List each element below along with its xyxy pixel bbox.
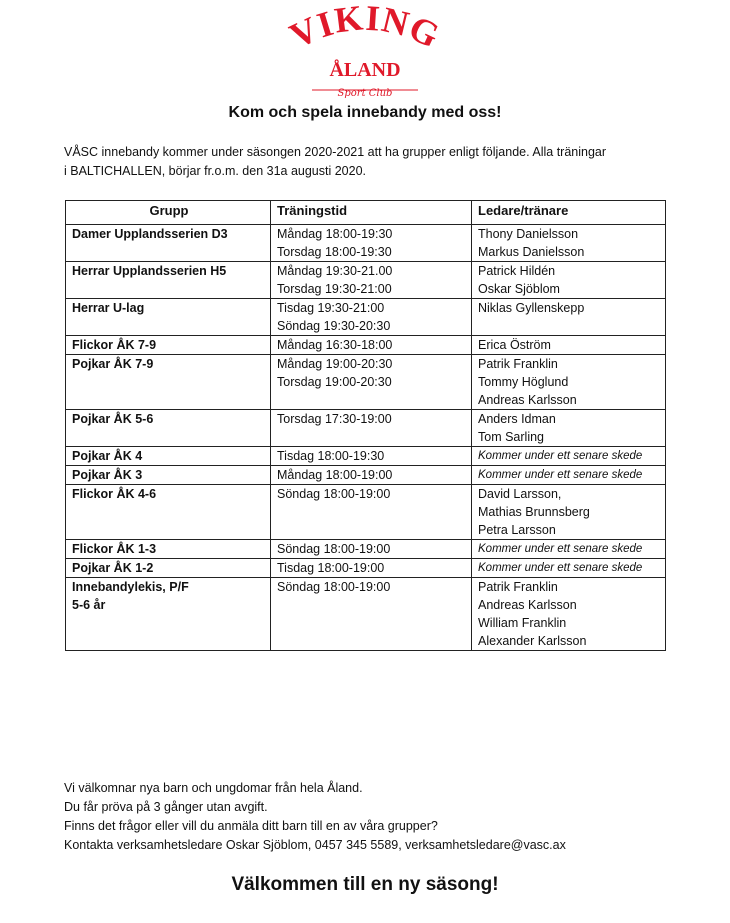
leaders-cell	[472, 559, 666, 578]
group-cell	[66, 540, 271, 559]
group-line: Damer Upplandsserien D3	[72, 227, 228, 241]
leaders-line: Kommer under ett senare skede	[478, 562, 643, 574]
logo-word-aland: ÅLAND	[329, 59, 401, 81]
schedule-row	[66, 485, 666, 540]
group-cell	[66, 262, 271, 299]
time-line: Tisdag 18:00-19:00	[277, 561, 385, 575]
group-line: Pojkar ÅK 7-9	[72, 357, 154, 371]
group-cell	[66, 410, 271, 447]
group-cell	[66, 336, 271, 355]
time-line: Torsdag 19:30-21:00	[277, 282, 392, 296]
leaders-line: Andreas Karlsson	[478, 598, 577, 612]
leaders-line: Tommy Höglund	[478, 375, 569, 389]
page-headline: Kom och spela innebandy med oss!	[228, 104, 502, 121]
group-line: Flickor ÅK 4-6	[72, 487, 157, 501]
schedule-row	[66, 559, 666, 578]
group-cell	[66, 485, 271, 540]
schedule-row	[66, 355, 666, 410]
schedule-row	[66, 466, 666, 485]
group-line: Flickor ÅK 1-3	[72, 542, 157, 556]
time-line: Måndag 16:30-18:00	[277, 338, 393, 352]
viking-aland-logo-graphic	[270, 4, 460, 100]
schedule-row	[66, 447, 666, 466]
time-line: Torsdag 18:00-19:30	[277, 245, 392, 259]
group-cell	[66, 299, 271, 336]
leaders-line: Mathias Brunnsberg	[478, 505, 590, 519]
leaders-line: David Larsson,	[478, 487, 562, 501]
time-cell	[271, 355, 472, 410]
time-line: Söndag 18:00-19:00	[277, 580, 391, 594]
time-line: Söndag 18:00-19:00	[277, 487, 391, 501]
footer-line: Kontakta verksamhetsledare Oskar Sjöblom, 0457 345 5589, verksamhetsledare@vasc.ax	[64, 838, 566, 852]
leaders-line: Tom Sarling	[478, 430, 544, 444]
column-header-leaders: Ledare/tränare	[472, 201, 666, 225]
schedule-row	[66, 225, 666, 262]
schedule-row	[66, 410, 666, 447]
leaders-line: Patrik Franklin	[478, 580, 558, 594]
leaders-cell	[472, 355, 666, 410]
group-line: 5-6 år	[72, 598, 106, 612]
footer-line: Finns det frågor eller vill du anmäla ditt barn till en av våra grupper?	[64, 819, 438, 833]
leaders-cell	[472, 299, 666, 336]
group-line: Herrar Upplandsserien H5	[72, 264, 227, 278]
schedule-row	[66, 299, 666, 336]
schedule-row	[66, 578, 666, 651]
time-line: Söndag 19:30-20:30	[277, 319, 391, 333]
schedule-row	[66, 336, 666, 355]
time-cell	[271, 485, 472, 540]
club-logo	[270, 4, 460, 100]
group-cell	[66, 466, 271, 485]
group-cell	[66, 578, 271, 651]
time-line: Tisdag 18:00-19:30	[277, 449, 385, 463]
leaders-line: Erica Öström	[478, 338, 551, 352]
leaders-line: William Franklin	[478, 616, 567, 630]
group-cell	[66, 225, 271, 262]
schedule-table	[65, 200, 666, 651]
intro-paragraph	[64, 143, 694, 181]
time-cell	[271, 578, 472, 651]
intro-line: VÅSC innebandy kommer under säsongen 2020-2021 att ha grupper enligt följande. Alla träningar	[64, 145, 607, 159]
time-cell	[271, 559, 472, 578]
time-cell	[271, 447, 472, 466]
footer-line: Vi välkomnar nya barn och ungdomar från hela Åland.	[64, 781, 363, 795]
leaders-line: Oskar Sjöblom	[478, 282, 560, 296]
leaders-line: Petra Larsson	[478, 523, 556, 537]
group-cell	[66, 355, 271, 410]
closing-headline: Välkommen till en ny säsong!	[231, 874, 499, 895]
time-line: Torsdag 19:00-20:30	[277, 375, 392, 389]
time-cell	[271, 299, 472, 336]
time-line: Måndag 19:30-21.00	[277, 264, 393, 278]
leaders-line: Kommer under ett senare skede	[478, 450, 643, 462]
group-cell	[66, 447, 271, 466]
column-header-group: Grupp	[66, 201, 271, 225]
time-cell	[271, 540, 472, 559]
time-line: Måndag 19:00-20:30	[277, 357, 393, 371]
leaders-line: Niklas Gyllenskepp	[478, 301, 585, 315]
group-line: Herrar U-lag	[72, 301, 145, 315]
schedule-row	[66, 262, 666, 299]
time-line: Måndag 18:00-19:00	[277, 468, 393, 482]
leaders-cell	[472, 410, 666, 447]
column-header-time: Träningstid	[271, 201, 472, 225]
leaders-line: Markus Danielsson	[478, 245, 585, 259]
time-line: Torsdag 17:30-19:00	[277, 412, 392, 426]
intro-line: i BALTICHALLEN, börjar fr.o.m. den 31a augusti 2020.	[64, 164, 367, 178]
leaders-cell	[472, 540, 666, 559]
logo-word-sport-club: Sport Club	[337, 88, 393, 99]
leaders-line: Thony Danielsson	[478, 227, 579, 241]
schedule-header-row	[66, 201, 666, 225]
group-cell	[66, 559, 271, 578]
leaders-line: Kommer under ett senare skede	[478, 469, 643, 481]
group-line: Pojkar ÅK 4	[72, 449, 143, 463]
logo-word-viking-path: VIKING	[283, 4, 447, 57]
schedule-body	[66, 225, 666, 651]
time-cell	[271, 466, 472, 485]
leaders-cell	[472, 336, 666, 355]
group-line: Innebandylekis, P/F	[72, 580, 189, 594]
group-line: Pojkar ÅK 3	[72, 468, 143, 482]
time-line: Tisdag 19:30-21:00	[277, 301, 385, 315]
group-line: Pojkar ÅK 1-2	[72, 561, 154, 575]
time-line: Måndag 18:00-19:30	[277, 227, 393, 241]
time-line: Söndag 18:00-19:00	[277, 542, 391, 556]
leaders-cell	[472, 447, 666, 466]
leaders-line: Patrick Hildén	[478, 264, 556, 278]
footer-line: Du får pröva på 3 gånger utan avgift.	[64, 800, 268, 814]
time-cell	[271, 225, 472, 262]
group-line: Flickor ÅK 7-9	[72, 338, 157, 352]
footer-text	[64, 779, 704, 855]
leaders-line: Kommer under ett senare skede	[478, 543, 643, 555]
leaders-cell	[472, 225, 666, 262]
schedule-row	[66, 540, 666, 559]
leaders-line: Andreas Karlsson	[478, 393, 577, 407]
leaders-line: Patrik Franklin	[478, 357, 558, 371]
time-cell	[271, 410, 472, 447]
group-line: Pojkar ÅK 5-6	[72, 412, 154, 426]
leaders-cell	[472, 466, 666, 485]
leaders-cell	[472, 262, 666, 299]
time-cell	[271, 262, 472, 299]
leaders-cell	[472, 485, 666, 540]
leaders-cell	[472, 578, 666, 651]
leaders-line: Alexander Karlsson	[478, 634, 587, 648]
leaders-line: Anders Idman	[478, 412, 556, 426]
logo-word-viking	[284, 4, 447, 56]
time-cell	[271, 336, 472, 355]
